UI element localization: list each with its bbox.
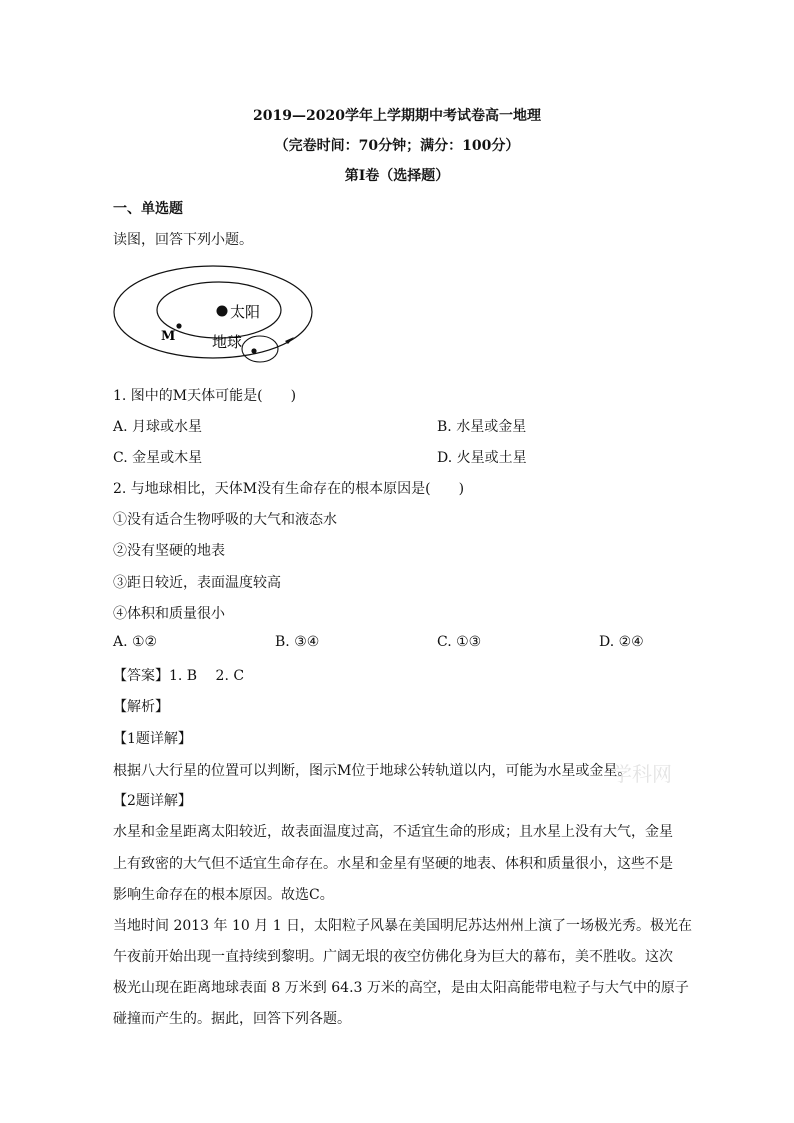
passage-line-4: 碰撞而产生的。据此，回答下列各题。 xyxy=(113,1011,351,1027)
section-heading: 一、单选题 xyxy=(113,201,183,217)
q1-stem: 1. 图中的M天体可能是( ) xyxy=(113,388,297,404)
sun-dot xyxy=(217,306,228,317)
exam-title: 2019—2020学年上学期期中考试卷高一地理 xyxy=(253,108,541,124)
exam-subtitle: （完卷时间：70分钟；满分：100分） xyxy=(274,138,520,154)
answer-line: 【答案】1. B 2. C xyxy=(113,668,245,684)
volume-title: 第Ⅰ卷（选择题） xyxy=(344,168,450,184)
earth-dot xyxy=(251,348,256,353)
detail-1-text: 根据八大行星的位置可以判断，图示M位于地球公转轨道以内，可能为水星或金星。 xyxy=(113,763,632,779)
passage-line-2: 午夜前开始出现一直持续到黎明。广阔无垠的夜空仿佛化身为巨大的幕布，美不胜收。这次 xyxy=(113,949,673,965)
q2-option-d: D. ②④ xyxy=(599,634,644,650)
q1-option-b: B. 水星或金星 xyxy=(437,419,527,435)
planet-m-label: M xyxy=(161,329,176,344)
q2-option-c: C. ①③ xyxy=(437,634,482,650)
q2-stem: 2. 与地球相比，天体M没有生命存在的根本原因是( ) xyxy=(113,481,465,497)
detail-2-text-line-3: 影响生命存在的根本原因。故选C。 xyxy=(113,887,334,903)
q2-item-2: ②没有坚硬的地表 xyxy=(113,543,225,559)
detail-2-text-line-1: 水星和金星距离太阳较近，故表面温度过高，不适宜生命的形成；且水星上没有大气，金星 xyxy=(113,824,673,840)
section-intro: 读图，回答下列小题。 xyxy=(113,232,253,248)
passage-line-1: 当地时间 2013 年 10 月 1 日，太阳粒子风暴在美国明尼苏达州州上演了一场极光秀。极光在 xyxy=(113,918,693,934)
passage-line-3: 极光山现在距离地球表面 8 万米到 64.3 万米的高空，是由太阳高能带电粒子与大气中的原子 xyxy=(113,980,689,996)
analysis-heading: 【解析】 xyxy=(113,699,169,715)
detail-2-text-line-2: 上有致密的大气但不适宜生命存在。水星和金星有坚硬的地表、体积和质量很小，这些不是 xyxy=(113,856,673,872)
watermark: 学科网 xyxy=(612,762,672,786)
planet-m-dot xyxy=(176,323,181,328)
q2-item-3: ③距日较近，表面温度较高 xyxy=(113,575,281,591)
earth-label: 地球 xyxy=(212,333,243,351)
sun-label: 太阳 xyxy=(230,303,261,321)
q2-item-4: ④体积和质量很小 xyxy=(113,606,225,622)
q2-item-1: ①没有适合生物呼吸的大气和液态水 xyxy=(113,512,337,528)
orbit-diagram xyxy=(113,262,318,370)
q1-option-c: C. 金星或木星 xyxy=(113,450,203,466)
q2-option-a: A. ①② xyxy=(113,634,158,650)
detail-1-heading: 【1题详解】 xyxy=(113,731,192,747)
q1-option-a: A. 月球或水星 xyxy=(113,419,203,435)
detail-2-heading: 【2题详解】 xyxy=(113,793,192,809)
q1-option-d: D. 火星或土星 xyxy=(437,450,527,466)
q2-option-b: B. ③④ xyxy=(275,634,320,650)
